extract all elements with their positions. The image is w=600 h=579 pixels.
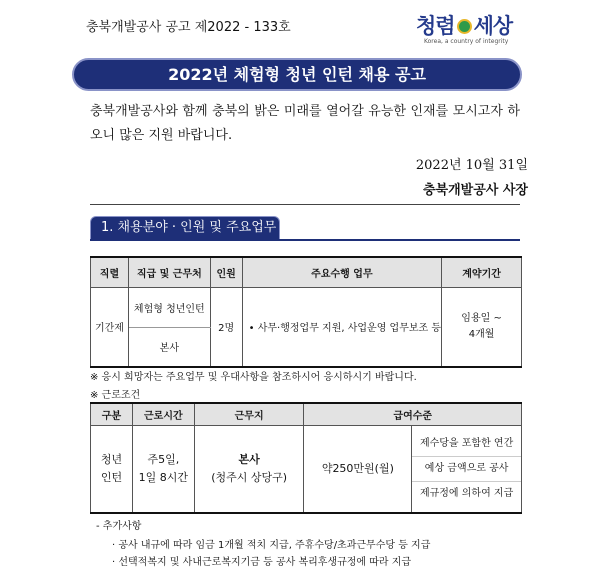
cell-location: 본사	[128, 327, 210, 367]
cell-pay: 약250만원(월)	[304, 425, 412, 513]
cell-type	[91, 425, 133, 513]
header-series: 직렬	[91, 257, 129, 287]
intro-paragraph: 충북개발공사와 함께 충북의 밝은 미래를 열어갈 유능한 인재를 모시고자 하오니 많은 지원 바랍니다.	[90, 104, 520, 143]
divider	[90, 204, 520, 205]
header-hours: 근로시간	[132, 403, 194, 425]
type-line: 청년	[100, 452, 123, 466]
cell-pay-notes	[412, 425, 522, 513]
section-heading-recruitment: 1. 채용분야 · 인원 및 주요업무	[90, 216, 280, 240]
header-position: 직급 및 근무처	[128, 257, 210, 287]
cell-series: 기간제	[91, 287, 129, 367]
cell-count: 2명	[210, 287, 242, 367]
header-duties: 주요수행 업무	[242, 257, 442, 287]
hours-line: 1일 8시간	[138, 470, 189, 484]
logo-text-right: 세상	[473, 13, 513, 38]
extra-item: · 선택적복지 및 사내근로복지기금 등 공사 복리후생규정에 따라 지급	[112, 557, 412, 568]
header-period: 계약기간	[442, 257, 522, 287]
cell-place	[194, 425, 304, 513]
hours-line: 주5일,	[147, 452, 180, 466]
conditions-table	[90, 402, 522, 514]
cell-hours	[132, 425, 194, 513]
notice-signer: 충북개발공사 사장	[423, 183, 528, 198]
application-note: ※ 응시 희망자는 주요업무 및 우대사항을 참조하시어 응시하시기 바랍니다.	[90, 372, 417, 383]
pay-note: 제수당을 포함한 연간	[412, 432, 521, 457]
logo-emblem-icon	[457, 19, 472, 34]
cell-duties: • 사무·행정업무 지원, 사업운영 업무보조 등	[242, 287, 442, 367]
header-type: 구분	[91, 403, 133, 425]
section-underline	[90, 239, 520, 241]
integrity-logo	[408, 10, 528, 54]
header-place: 근무지	[194, 403, 304, 425]
place-line: (청주시 상당구)	[211, 470, 288, 484]
cell-position: 체험형 청년인턴	[128, 287, 210, 327]
logo-text-left: 청렴	[416, 13, 455, 38]
cell-period	[442, 287, 522, 367]
type-line: 인턴	[100, 470, 123, 484]
header-count: 인원	[210, 257, 242, 287]
extra-title: - 추가사항	[96, 521, 142, 532]
notice-number: 충북개발공사 공고 제2022 - 133호	[86, 20, 291, 35]
header-pay: 급여수준	[304, 403, 522, 425]
page-title: 2022년 체험형 청년 인턴 채용 공고	[72, 58, 522, 91]
logo-tagline: Korea, a country of integrity	[424, 38, 509, 45]
pay-note: 제규정에 의하여 지급	[419, 487, 514, 499]
pay-note: 예상 금액으로 공사	[412, 457, 521, 482]
notice-date: 2022년 10월 31일	[415, 158, 528, 173]
period-line: 4개월	[468, 328, 495, 340]
period-line: 임용일 ~	[461, 312, 502, 324]
logo-wordmark	[416, 10, 512, 40]
place-line: 본사	[238, 452, 260, 466]
conditions-label: ※ 근로조건	[90, 390, 141, 401]
extra-item: · 공사 내규에 따라 임금 1개월 적치 지급, 주휴수당/초과근무수당 등 지급	[112, 540, 431, 551]
recruitment-table	[90, 256, 522, 368]
